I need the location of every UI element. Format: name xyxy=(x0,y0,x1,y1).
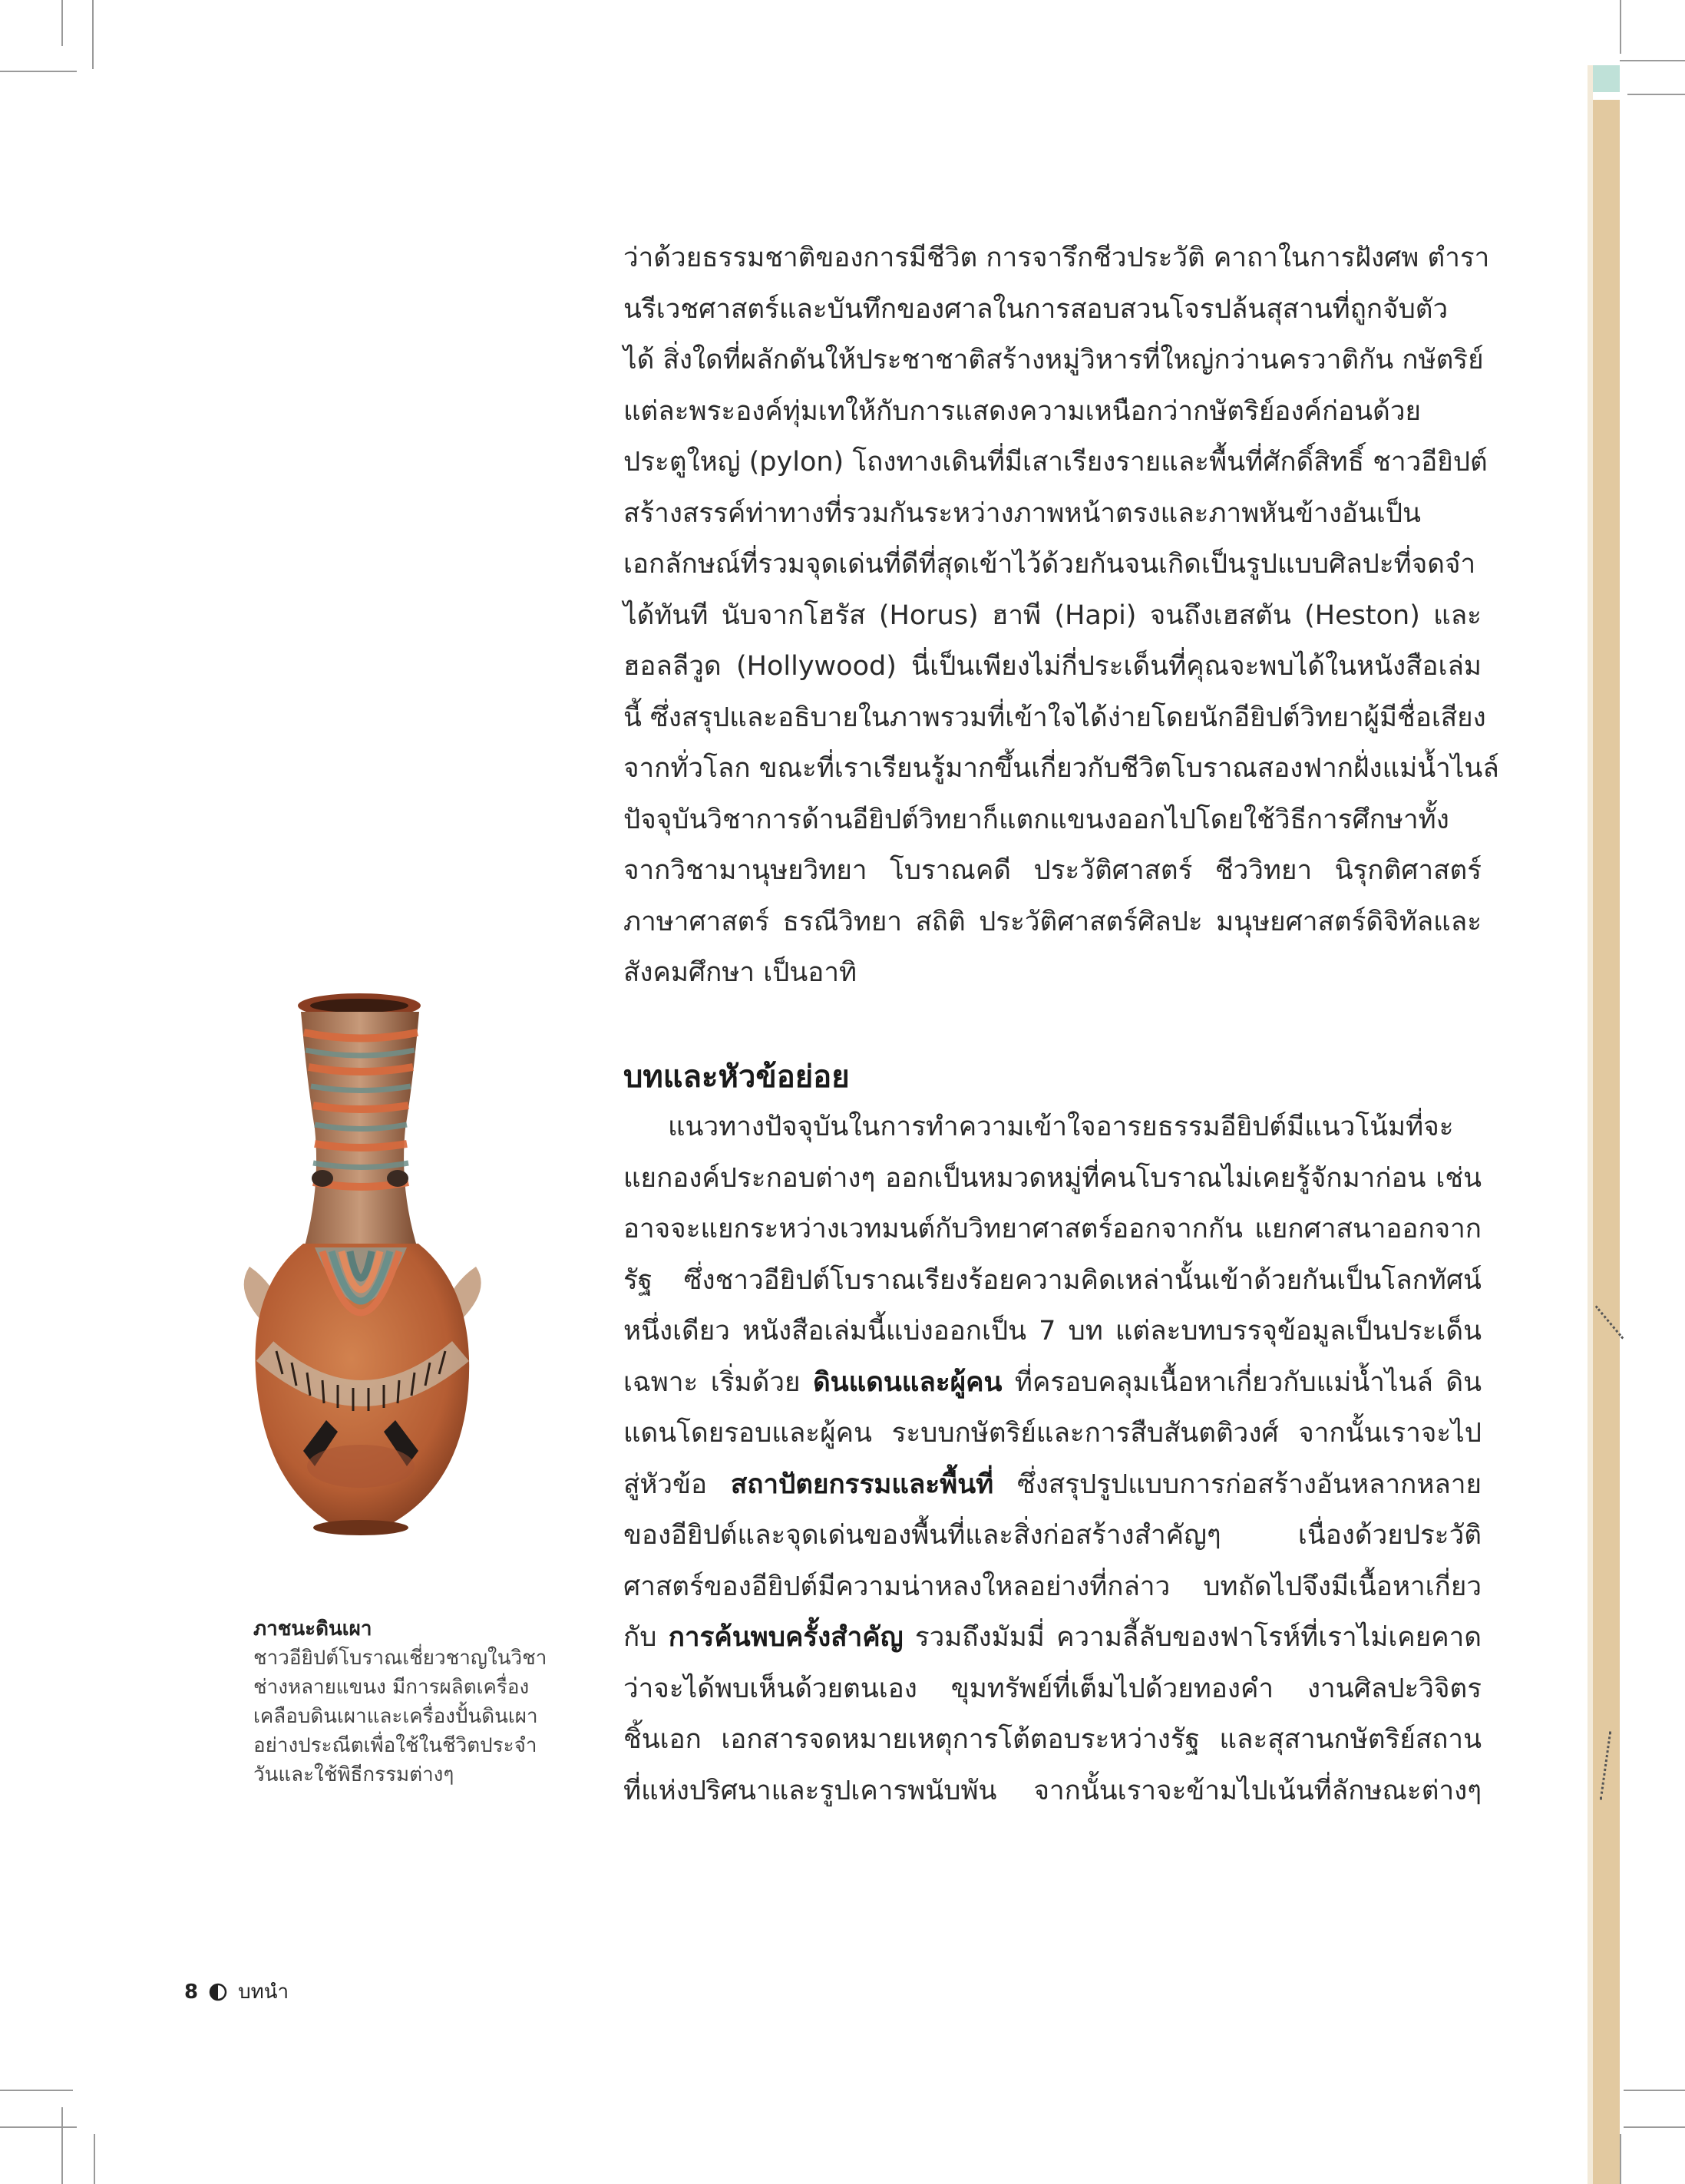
crop-mark xyxy=(1620,2134,1621,2184)
text-run: ซึ่งสรุปรูปแบบการก่อสร้างอันหลากหลาย xyxy=(993,1469,1482,1500)
section-paragraph xyxy=(623,1102,1482,1816)
crop-mark xyxy=(61,0,63,46)
text-line xyxy=(623,1357,1482,1409)
text-line: แดนโดยรอบและผู้คน ระบบกษัตริย์และการสืบสันตติวงศ์ จากนั้นเราจะไป xyxy=(623,1418,1482,1449)
text-line: อาจจะแยกระหว่างเวทมนต์กับวิทยาศาสตร์ออกจากกัน แยกศาสนาออกจาก xyxy=(623,1214,1482,1244)
text-run: กับ xyxy=(623,1622,669,1653)
page-number: 8 xyxy=(184,1980,199,2004)
text-line: ได้ สิ่งใดที่ผลักดันให้ประชาชาติสร้างหมู่วิหารที่ใหญ่กว่านครวาติกัน กษัตริย์ xyxy=(623,345,1484,375)
text-line: สังคมศึกษา เป็นอาทิ xyxy=(623,957,857,988)
section-name: บทนำ xyxy=(238,1981,289,2004)
text-line: แยกองค์ประกอบต่างๆ ออกเป็นหมวดหมู่ที่คนโบราณไม่เคยรู้จักมาก่อน เช่น xyxy=(623,1162,1482,1194)
half-circle-icon xyxy=(209,1983,227,2001)
text-line: จากทั่วโลก ขณะที่เราเรียนรู้มากขึ้นเกี่ยวกับชีวิตโบราณสองฟากฝั่งแม่น้ำไนล์ xyxy=(623,753,1499,784)
text-line: ประตูใหญ่ (pylon) โถงทางเดินที่มีเสาเรียงรายและพื้นที่ศักดิ์สิทธิ์ ชาวอียิปต์ xyxy=(623,447,1488,477)
text-line: ว่าด้วยธรรมชาติของการมีชีวิต การจารึกชีวประวัติ คาถาในการฝังศพ ตำรา xyxy=(623,243,1490,273)
chapter-name-architecture: สถาปัตยกรรมและพื้นที่ xyxy=(730,1469,994,1500)
pottery-vase-image xyxy=(230,990,530,1566)
text-line: ชิ้นเอก เอกสารจดหมายเหตุการโต้ตอบระหว่างรัฐ และสุสานกษัตริย์สถาน xyxy=(623,1724,1482,1755)
text-run: ที่ครอบคลุมเนื้อหาเกี่ยวกับแม่น้ำไนล์ ดิน xyxy=(1002,1366,1482,1398)
text-line: แต่ละพระองค์ทุ่มเทให้กับการแสดงความเหนือกว่ากษัตริย์องค์ก่อนด้วย xyxy=(623,395,1421,427)
text-line: หนึ่งเดียว หนังสือเล่มนี้แบ่งออกเป็น 7 บท แต่ละบทบรรจุข้อมูลเป็นประเด็น xyxy=(623,1316,1482,1346)
text-line: สร้างสรรค์ท่าทางที่รวมกันระหว่างภาพหน้าตรงและภาพหันข้างอันเป็น xyxy=(623,497,1421,529)
text-line: ฮอลลีวูด (Hollywood) นี่เป็นเพียงไม่กี่ประเด็นที่คุณจะพบได้ในหนังสือเล่ม xyxy=(623,651,1482,682)
intro-paragraph xyxy=(623,233,1499,999)
caption-line: ชาวอียิปต์โบราณเชี่ยวชาญในวิชา xyxy=(253,1647,547,1670)
text-line: ที่แห่งปริศนาและรูปเคารพนับพัน จากนั้นเราจะข้ามไปเน้นที่ลักษณะต่างๆ xyxy=(623,1775,1482,1806)
crop-mark xyxy=(1624,2090,1685,2091)
caption-line: อย่างประณีตเพื่อใช้ในชีวิตประจำ xyxy=(253,1734,537,1757)
text-run: รวมถึงมัมมี่ ความลี้ลับของฟาโรห์ที่เราไม่เคยคาด xyxy=(903,1622,1482,1653)
text-line: ศาสตร์ของอียิปต์มีความน่าหลงใหลอย่างที่กล่าว บทถัดไปจึงมีเนื้อหาเกี่ยว xyxy=(623,1571,1482,1602)
text-line: ว่าจะได้พบเห็นด้วยตนเอง ขุมทรัพย์ที่เต็มไปด้วยทองคำ งานศิลปะวิจิตร xyxy=(623,1673,1482,1704)
crop-mark xyxy=(0,71,77,72)
caption-title: ภาชนะดินเผา xyxy=(253,1617,372,1640)
text-line: นี้ ซึ่งสรุปและอธิบายในภาพรวมที่เข้าใจได้ง่ายโดยนักอียิปต์วิทยาผู้มีชื่อเสียง xyxy=(623,702,1486,733)
crop-mark xyxy=(61,2107,63,2184)
text-line: เอกลักษณ์ที่รวมจุดเด่นที่ดีที่สุดเข้าไว้ด้วยกันจนเกิดเป็นรูปแบบศิลปะที่จดจำ xyxy=(623,549,1476,580)
text-line xyxy=(623,1612,1482,1664)
text-run: สู่หัวข้อ xyxy=(623,1469,731,1500)
text-line: รัฐ ซึ่งชาวอียิปต์โบราณเรียงร้อยความคิดเหล่านั้นเข้าด้วยกันเป็นโลกทัศน์ xyxy=(623,1264,1482,1296)
text-line: จากวิชามานุษยวิทยา โบราณคดี ประวัติศาสตร์ ชีววิทยา นิรุกติศาสตร์ xyxy=(623,855,1482,886)
crop-mark xyxy=(1624,2126,1685,2128)
spine-tab xyxy=(1593,65,1620,92)
text-line: ภาษาศาสตร์ ธรณีวิทยา สถิติ ประวัติศาสตร์ศิลปะ มนุษยศาสตร์ดิจิทัลและ xyxy=(623,906,1482,937)
spine-edge xyxy=(1588,65,1593,2184)
text-line: แนวทางปัจจุบันในการทำความเข้าใจอารยธรรมอียิปต์มีแนวโน้มที่จะ xyxy=(668,1112,1454,1142)
crop-mark xyxy=(92,0,94,69)
crop-mark xyxy=(1620,60,1685,61)
crop-mark xyxy=(94,2134,95,2184)
image-caption xyxy=(253,1614,545,1789)
book-spine xyxy=(1593,100,1620,2184)
caption-line: วันและใช้พิธีกรรมต่างๆ xyxy=(253,1763,454,1786)
crop-mark xyxy=(1627,94,1685,95)
text-line: นรีเวชศาสตร์และบันทึกของศาลในการสอบสวนโจรปล้นสุสานที่ถูกจับตัว xyxy=(623,293,1449,325)
crop-mark xyxy=(1620,0,1621,54)
vase-illustration xyxy=(230,990,530,1566)
text-run: เฉพาะ เริ่มด้วย xyxy=(623,1366,813,1398)
chapter-name-land-and-people: ดินแดนและผู้คน xyxy=(812,1366,1003,1398)
crop-mark xyxy=(0,2126,77,2128)
text-line xyxy=(623,1459,1482,1511)
chapter-name-discoveries: การค้นพบครั้งสำคัญ xyxy=(668,1622,904,1653)
crop-mark xyxy=(0,2090,73,2091)
page-footer xyxy=(184,1976,289,2007)
caption-line: ช่างหลายแขนง มีการผลิตเครื่อง xyxy=(253,1676,530,1699)
text-line: ได้ทันที นับจากโฮรัส (Horus) ฮาพี (Hapi) จนถึงเฮสตัน (Heston) และ xyxy=(623,600,1482,631)
section-heading: บทและหัวข้อย่อย xyxy=(623,1059,850,1095)
text-line: ของอียิปต์และจุดเด่นของพื้นที่และสิ่งก่อสร้างสำคัญๆ เนื่องด้วยประวัติ xyxy=(623,1520,1482,1551)
text-line: ปัจจุบันวิชาการด้านอียิปต์วิทยาก็แตกแขนงออกไปโดยใช้วิธีการศึกษาทั้ง xyxy=(623,804,1449,835)
caption-line: เคลือบดินเผาและเครื่องปั้นดินเผา xyxy=(253,1705,538,1728)
